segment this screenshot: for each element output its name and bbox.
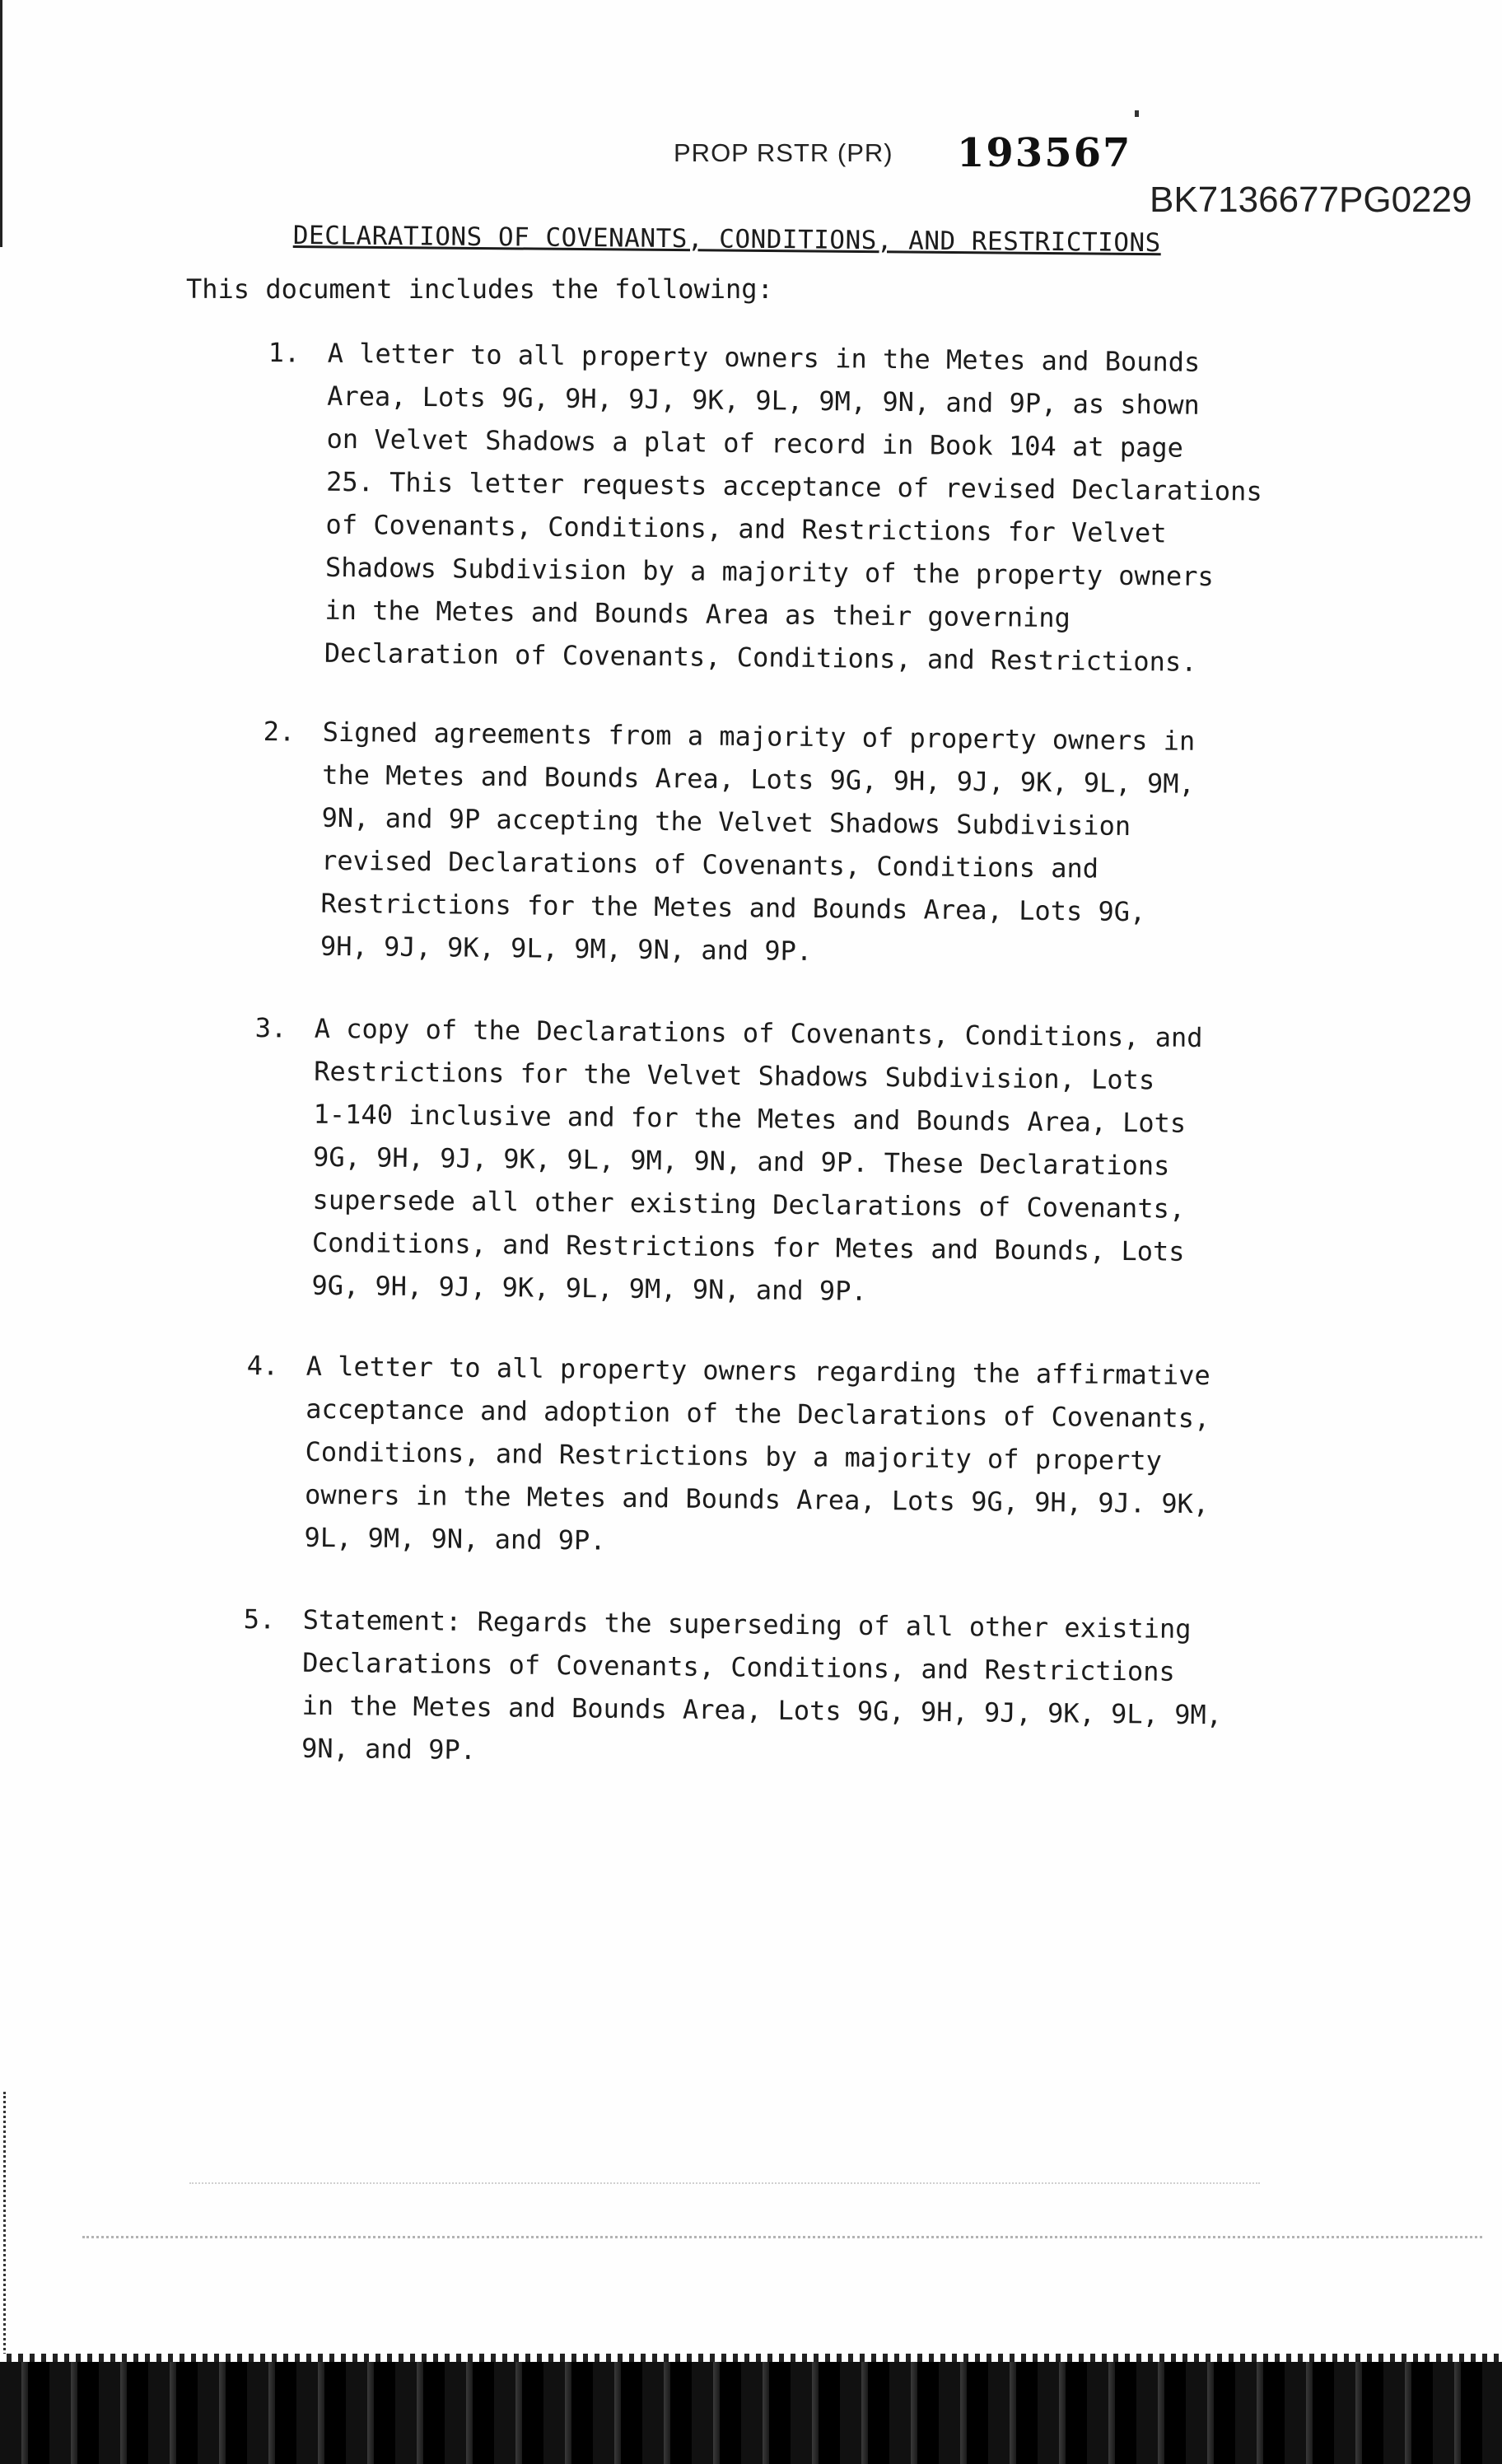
scan-edge-mark-lower bbox=[3, 2092, 12, 2355]
list-item-line: A copy of the Declarations of Covenants, Conditions, and bbox=[314, 1012, 1203, 1054]
list-item-number: 4. bbox=[246, 1349, 279, 1382]
list-item-line: Shadows Subdivision by a majority of the property owners bbox=[324, 551, 1215, 593]
list-item-line: 9N, and 9P. bbox=[301, 1732, 477, 1766]
list-item-line: 25. This letter requests acceptance of revised Declarations bbox=[325, 465, 1262, 507]
list-item-line: 9G, 9H, 9J, 9K, 9L, 9M, 9N, and 9P. These Declarations bbox=[312, 1141, 1170, 1182]
list-item-line: in the Metes and Bounds Area as their governing bbox=[324, 594, 1071, 634]
list-item-line: of Covenants, Conditions, and Restrictions for Velvet bbox=[325, 508, 1167, 549]
list-item-line: revised Declarations of Covenants, Conditions and bbox=[320, 844, 1099, 884]
list-item-text bbox=[304, 1345, 1210, 1568]
list-item-line: 9G, 9H, 9J, 9K, 9L, 9M, 9N, and 9P. bbox=[311, 1269, 867, 1307]
list-item-text bbox=[324, 332, 1264, 684]
scan-noise-row bbox=[189, 2182, 1260, 2187]
list-item-line: 9H, 9J, 9K, 9L, 9M, 9N, and 9P. bbox=[320, 930, 813, 967]
scan-bottom-border bbox=[0, 2354, 1502, 2464]
list-item-text bbox=[301, 1598, 1224, 1780]
list-item-line: 9L, 9M, 9N, and 9P. bbox=[304, 1521, 606, 1556]
ink-speck bbox=[1135, 110, 1139, 117]
prop-rstr-stamp: PROP RSTR (PR) bbox=[674, 138, 893, 167]
list-item-line: on Velvet Shadows a plat of record in Book 104 at page bbox=[326, 422, 1184, 464]
scan-noise-row-lower bbox=[82, 2236, 1482, 2242]
list-item-text bbox=[320, 711, 1196, 977]
document-number-stamp: 193567 bbox=[957, 130, 1132, 176]
list-item-line: in the Metes and Bounds Area, Lots 9G, 9H, 9J, 9K, 9L, 9M, bbox=[301, 1689, 1223, 1731]
list-item-line: the Metes and Bounds Area, Lots 9G, 9H, 9J, 9K, 9L, 9M, bbox=[321, 758, 1195, 800]
list-item-text bbox=[311, 1007, 1203, 1316]
list-item-line: Area, Lots 9G, 9H, 9J, 9K, 9L, 9M, 9N, and 9P, as shown bbox=[326, 380, 1200, 421]
intro-text: This document includes the following: bbox=[186, 273, 773, 305]
list-item-number: 1. bbox=[268, 336, 301, 369]
list-item-line: Declarations of Covenants, Conditions, and Restrictions bbox=[301, 1646, 1175, 1687]
list-item-number: 3. bbox=[254, 1011, 287, 1044]
list-item-number: 5. bbox=[243, 1603, 276, 1636]
list-item-line: Restrictions for the Metes and Bounds Area, Lots 9G, bbox=[320, 887, 1146, 928]
list-item-line: owners in the Metes and Bounds Area, Lots 9G, 9H, 9J. 9K, bbox=[304, 1478, 1210, 1520]
list-item-line: acceptance and adoption of the Declarations of Covenants, bbox=[305, 1393, 1210, 1435]
document-title: DECLARATIONS OF COVENANTS, CONDITIONS, AND RESTRICTIONS bbox=[292, 221, 1161, 259]
book-page-stamp: BK7136677PG0229 bbox=[1150, 180, 1472, 220]
list-item-line: Restrictions for the Velvet Shadows Subdivision, Lots bbox=[313, 1055, 1155, 1096]
list-item-line: Conditions, and Restrictions for Metes and Bounds, Lots bbox=[311, 1226, 1185, 1267]
list-item-line: Conditions, and Restrictions by a majority of property bbox=[305, 1435, 1163, 1477]
list-item-line: 1-140 inclusive and for the Metes and Bounds Area, Lots bbox=[313, 1098, 1187, 1139]
scan-edge-mark bbox=[0, 0, 11, 247]
list-item-line: Declaration of Covenants, Conditions, and Restrictions. bbox=[324, 637, 1197, 678]
list-item-line: A letter to all property owners in the Metes and Bounds bbox=[327, 337, 1201, 378]
list-item-line: supersede all other existing Declarations of Covenants, bbox=[312, 1183, 1186, 1225]
list-item-line: 9N, and 9P accepting the Velvet Shadows Subdivision bbox=[321, 801, 1131, 842]
list-item-line: Statement: Regards the superseding of all other existing bbox=[302, 1603, 1192, 1645]
list-item-line: Signed agreements from a majority of property owners in bbox=[322, 716, 1196, 757]
list-item-number: 2. bbox=[263, 715, 296, 748]
list-item-line: A letter to all property owners regarding the affirmative bbox=[306, 1350, 1211, 1392]
